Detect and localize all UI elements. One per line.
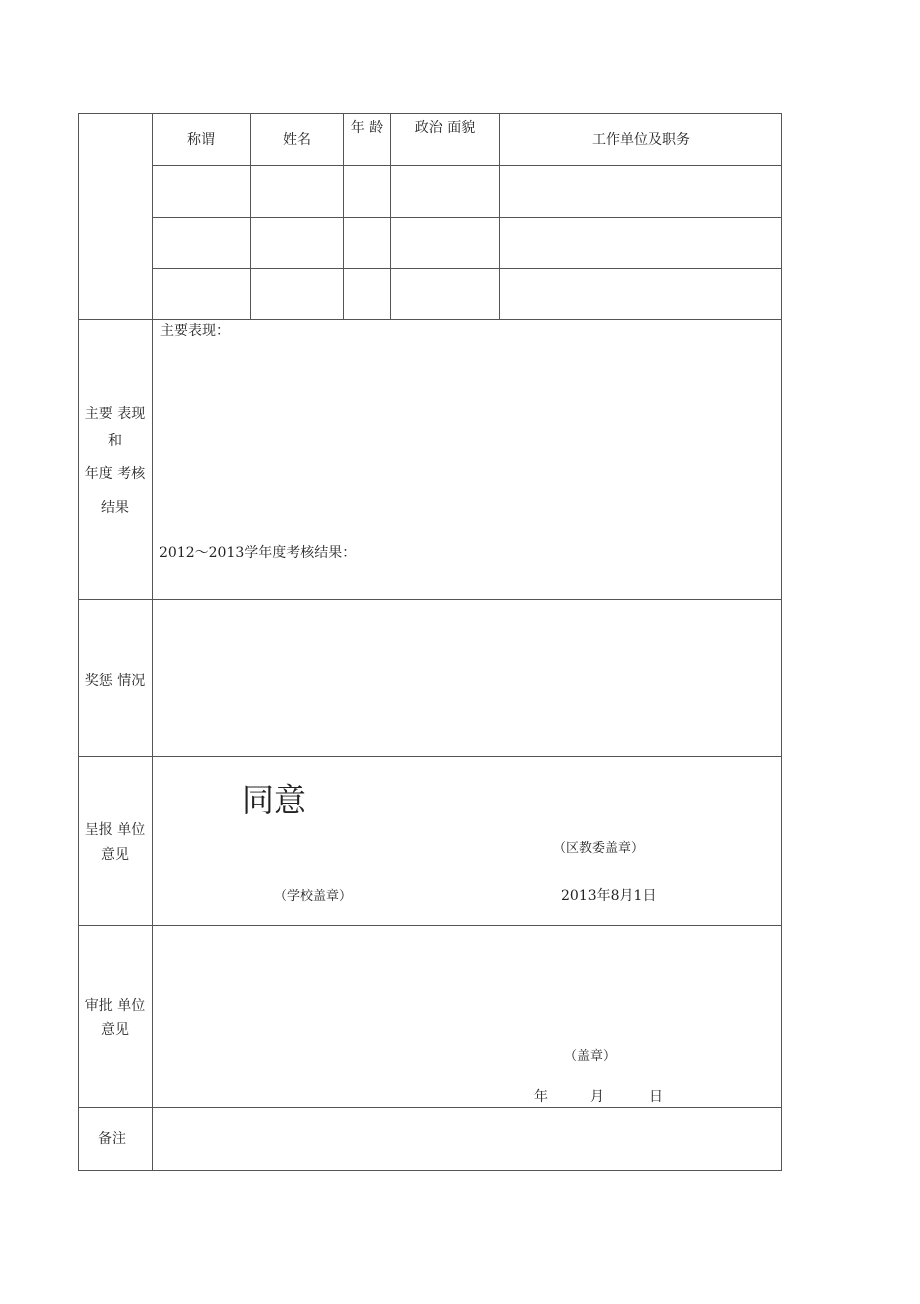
- remarks-label: 备注: [98, 1131, 126, 1147]
- school-seal-note: （学校盖章）: [274, 889, 353, 904]
- header-work-unit-position: 工作单位及职务: [592, 132, 690, 148]
- table-border-top: [78, 113, 782, 114]
- section-divider: [78, 599, 782, 600]
- column-divider: [390, 113, 391, 320]
- submit-unit-label: 呈报 单位: [84, 822, 146, 838]
- column-divider: [250, 113, 251, 320]
- table-border-bottom: [78, 1170, 782, 1171]
- section-divider: [78, 925, 782, 926]
- row-divider: [153, 165, 782, 166]
- column-divider: [343, 113, 344, 320]
- section-divider: [78, 319, 782, 320]
- approve-unit-label: 审批 单位: [84, 998, 146, 1014]
- approve-unit-label: 意见: [101, 1022, 129, 1038]
- table-border-right: [781, 113, 782, 1171]
- main-performance-label: 主要表现：: [160, 323, 230, 339]
- submit-opinion-text: 同意: [242, 781, 307, 819]
- approve-date-month: 月: [590, 1089, 604, 1105]
- district-seal-note: （区教委盖章）: [553, 841, 645, 856]
- performance-label: 和: [108, 433, 122, 449]
- performance-label: 年度 考核: [84, 466, 146, 482]
- performance-label: 结果: [101, 500, 129, 516]
- section-divider: [78, 1107, 782, 1108]
- approve-date-year: 年: [534, 1089, 548, 1105]
- submit-date: 2013年8月1日: [561, 888, 657, 904]
- submit-unit-label: 意见: [101, 847, 129, 863]
- performance-label: 主要 表现: [84, 406, 146, 422]
- header-age: 年 龄: [350, 120, 384, 136]
- column-divider: [499, 113, 500, 320]
- table-border-left: [78, 113, 79, 1171]
- header-relation: 称谓: [187, 132, 215, 148]
- header-political-status: 政治 面貌: [414, 120, 476, 136]
- label-column-divider: [152, 113, 153, 1171]
- approve-seal-note: （盖章）: [564, 1049, 617, 1064]
- row-divider: [153, 217, 782, 218]
- section-divider: [78, 756, 782, 757]
- rewards-label: 奖惩 情况: [84, 673, 146, 689]
- row-divider: [153, 268, 782, 269]
- header-name: 姓名: [283, 132, 311, 148]
- annual-assessment-result-label: 2012～2013学年度考核结果：: [159, 545, 357, 561]
- approve-date-day: 日: [649, 1089, 663, 1105]
